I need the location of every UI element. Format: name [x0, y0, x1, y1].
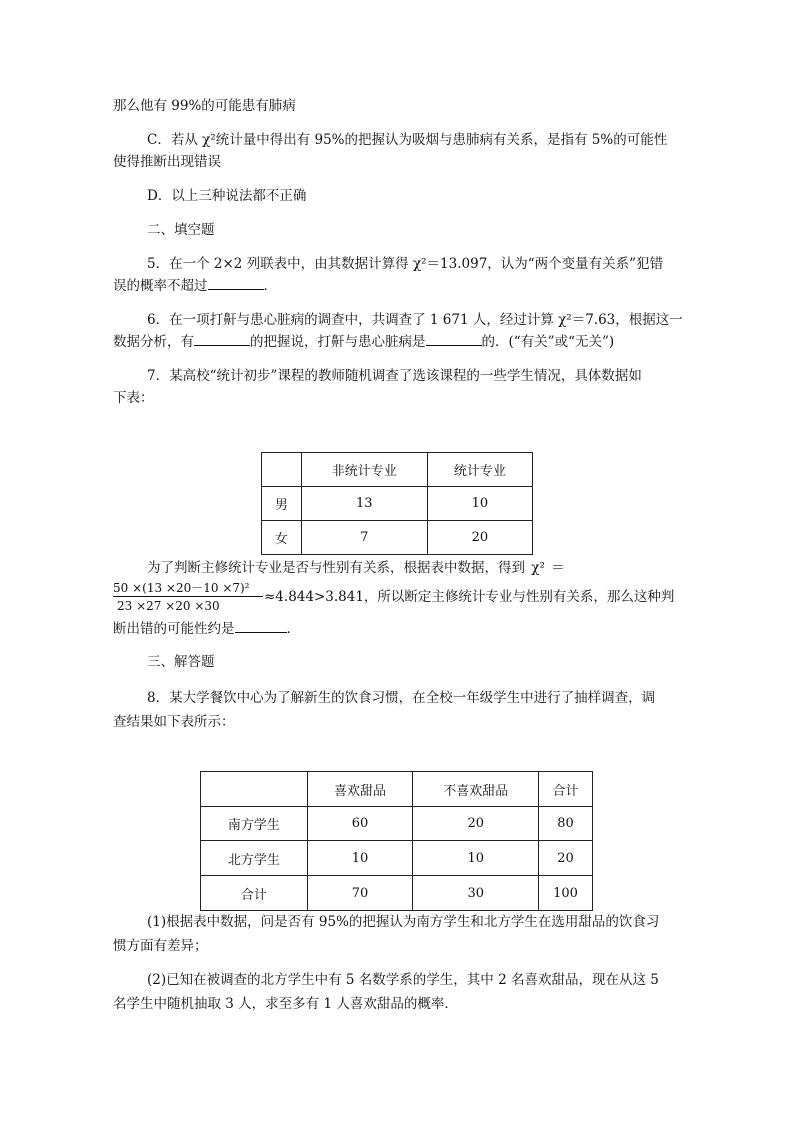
part-2-line1: (2)已知在被调查的北方学生中有 5 名数学系的学生，其中 2 名喜欢甜品，现在从这 5	[147, 972, 659, 988]
fraction-numerator: 50 ×(13 ×20－10 ×7)²	[113, 581, 250, 595]
question-7-line1: 7．某高校“统计初步”课程的教师随机调查了选该课程的一些学生情况，具体数据如	[147, 368, 642, 384]
q5-end: ．	[263, 278, 277, 294]
q6-text-a: 数据分析，有	[113, 334, 194, 350]
table-header-cell: 统计专业	[427, 453, 532, 487]
answer-blank	[208, 276, 264, 290]
table-row	[201, 807, 593, 841]
part-2-line2: 名学生中随机抽取 3 人，求至多有 1 人喜欢甜品的概率．	[113, 996, 458, 1012]
text-line: 那么他有 99%的可能患有肺病	[113, 98, 296, 114]
table-cell	[201, 772, 308, 807]
table-row-label: 北方学生	[201, 841, 308, 876]
question-7-line5	[113, 619, 300, 639]
question-8-line2: 查结果如下表所示：	[113, 714, 235, 730]
table-cell: 80	[539, 807, 593, 841]
question-5-line2	[113, 276, 277, 296]
question-6-line2	[113, 332, 614, 352]
q6-text-b: 的把握说，打鼾与患心脏病是	[250, 334, 426, 350]
table-row-label: 南方学生	[201, 807, 308, 841]
table-cell: 60	[307, 807, 413, 841]
table-cell: 10	[427, 487, 532, 521]
part-1-line2: 惯方面有差异；	[113, 938, 208, 954]
table-header-cell: 非统计专业	[301, 453, 427, 487]
table-cell: 70	[307, 876, 413, 911]
question-7-line3: 为了判断主修统计专业是否与性别有关系，根据表中数据，得到 χ² ＝	[147, 560, 565, 576]
table-row	[262, 521, 533, 555]
table-header-row	[201, 772, 593, 807]
answer-blank	[426, 332, 482, 346]
fraction-denominator: 23 ×27 ×20 ×30	[117, 599, 220, 613]
answer-blank	[235, 619, 287, 633]
table-row	[262, 487, 533, 521]
part-1-line1: (1)根据表中数据，问是否有 95%的把握认为南方学生和北方学生在选用甜品的饮食习	[147, 914, 660, 930]
table-header-cell: 合计	[539, 772, 593, 807]
table-cell: 13	[301, 487, 427, 521]
option-c-line1: C．若从 χ²统计量中得出有 95%的把握认为吸烟与患肺病有关系，是指有 5%的可能性	[147, 132, 668, 148]
question-5-line1: 5．在一个 2×2 列联表中，由其数据计算得 χ²＝13.097，认为“两个变量有关系”犯错	[147, 256, 664, 272]
answer-blank	[194, 332, 250, 346]
table-cell: 20	[427, 521, 532, 555]
question-6-line1: 6．在一项打鼾与患心脏病的调查中，共调查了 1 671 人，经过计算 χ²＝7.63，根据这一	[147, 312, 683, 328]
table-row-label: 男	[262, 487, 302, 521]
table-cell: 20	[413, 807, 539, 841]
section-heading-solve: 三、解答题	[147, 654, 215, 670]
table-header-cell: 不喜欢甜品	[413, 772, 539, 807]
table-major-gender	[261, 452, 533, 555]
table-cell: 10	[307, 841, 413, 876]
q5-text: 误的概率不超过	[113, 278, 208, 294]
table-row	[201, 841, 593, 876]
table-cell: 100	[539, 876, 593, 911]
table-cell	[262, 453, 302, 487]
q6-text-c: 的．(“有关”或“无关”)	[481, 334, 615, 350]
table-row	[201, 876, 593, 911]
table-header-row	[262, 453, 533, 487]
table-header-cell: 喜欢甜品	[307, 772, 413, 807]
table-cell: 20	[539, 841, 593, 876]
option-c-line2: 使得推断出现错误	[113, 154, 221, 170]
fraction-bar	[113, 596, 263, 597]
table-cell: 10	[413, 841, 539, 876]
q7-end: ．	[286, 621, 300, 637]
table-row-label: 女	[262, 521, 302, 555]
q7-text: 断出错的可能性约是	[113, 621, 235, 637]
table-row-label: 合计	[201, 876, 308, 911]
table-cell: 30	[413, 876, 539, 911]
table-cell: 7	[301, 521, 427, 555]
section-heading-fill-blank: 二、填空题	[147, 222, 215, 238]
question-7-line2: 下表：	[113, 390, 154, 406]
table-dessert-survey	[200, 771, 593, 911]
question-8-line1: 8．某大学餐饮中心为了解新生的饮食习惯，在全校一年级学生中进行了抽样调查，调	[147, 690, 656, 706]
option-d: D．以上三种说法都不正确	[147, 188, 307, 204]
question-7-line4: ≈4.844>3.841，所以断定主修统计专业与性别有关系，那么这种判	[264, 589, 675, 605]
